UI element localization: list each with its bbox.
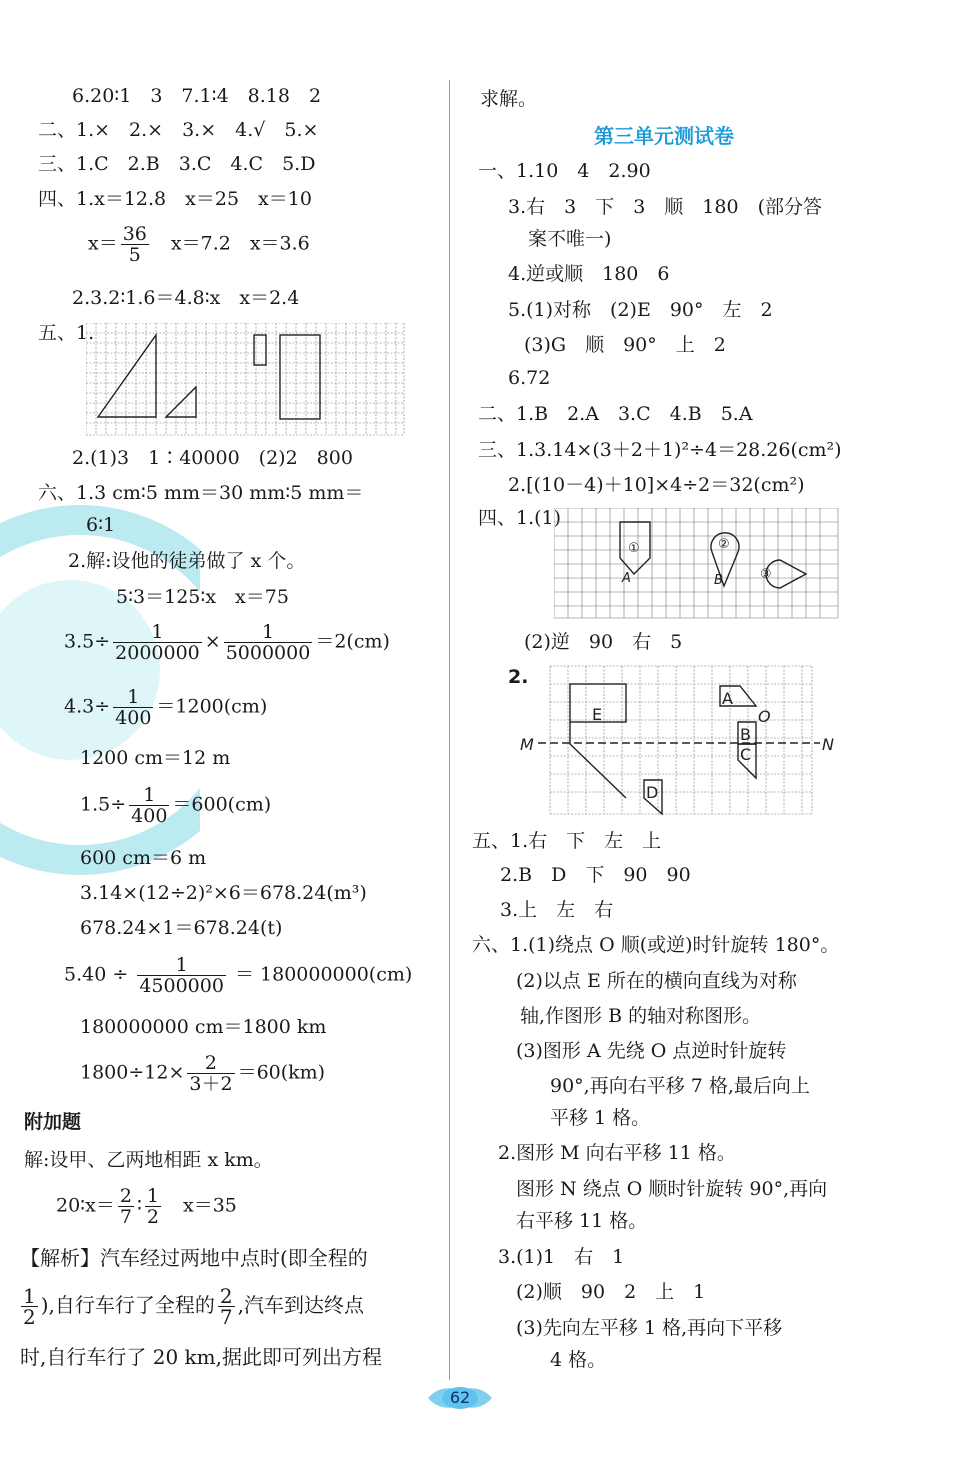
- answer-line: 右平移 11 格。: [516, 1210, 648, 1232]
- grid-figure-2: [554, 508, 840, 620]
- answer-line: 4.逆或顺 180 6: [508, 263, 670, 285]
- answer-line: 四、1.x＝12.8 x＝25 x＝10: [38, 188, 312, 210]
- answer-line: 6.72: [508, 367, 551, 389]
- answer-line: 5∶3＝125∶x x＝75: [116, 586, 289, 608]
- answer-line: 案不唯一): [528, 228, 612, 250]
- answer-line: 二、1.× 2.× 3.× 4.√ 5.×: [38, 119, 319, 141]
- answer-line: 六、1.3 cm∶5 mm＝30 mm∶5 mm＝: [38, 482, 364, 504]
- shape-label-c: C: [740, 745, 752, 764]
- analysis-line: 【解析】汽车经过两地中点时(即全程的: [20, 1246, 368, 1270]
- answer-line: 2.3.2∶1.6＝4.8∶x x＝2.4: [72, 287, 300, 309]
- grid-figure-3: [520, 664, 838, 816]
- axis-label-n: N: [822, 735, 834, 754]
- point-label-o: O: [758, 707, 771, 726]
- answer-line: 90°,再向右平移 7 格,最后向上: [550, 1075, 810, 1097]
- answer-line: 2.[(10－4)＋10]×4÷2＝32(cm²): [508, 474, 805, 496]
- answer-line-fraction: 5.40 ÷ $\frac{1}{4500000}$ ＝ 180000000(cm): [64, 954, 413, 997]
- shape-label-b: B: [740, 725, 751, 744]
- answer-line: (2)逆 90 右 5: [524, 631, 683, 653]
- answer-line: 5.(1)对称 (2)E 90° 左 2: [508, 299, 773, 321]
- answer-line: 2.图形 M 向右平移 11 格。: [498, 1142, 736, 1164]
- circled-label: ①: [628, 541, 640, 556]
- answer-line: 四、1.(1): [478, 507, 562, 529]
- answer-line-fraction: 1.5÷ $\frac{1}{400}$ ＝600(cm): [80, 784, 272, 827]
- answer-line: (3)图形 A 先绕 O 点逆时针旋转: [516, 1040, 787, 1062]
- answer-line: 一、1.10 4 2.90: [478, 160, 651, 182]
- column-divider: [449, 80, 450, 1380]
- answer-line: 二、1.B 2.A 3.C 4.B 5.A: [478, 403, 753, 425]
- answer-line: 6.20∶1 3 7.1∶4 8.18 2: [72, 85, 322, 107]
- answer-line: 解:设甲、乙两地相距 x km。: [24, 1149, 273, 1171]
- shape-label-e: E: [592, 705, 603, 724]
- circled-label: ③: [760, 567, 772, 582]
- answer-line-fraction: 20∶x＝ $\frac{2}{7}$ ∶ $\frac{1}{2}$ x＝35: [56, 1185, 237, 1228]
- answer-line: 2.(1)3 1∶40000 (2)2 800: [72, 447, 353, 469]
- answer-line: (3)先向左平移 1 格,再向下平移: [516, 1317, 783, 1339]
- page-number-badge: [420, 1380, 500, 1416]
- answer-line: 6∶1: [86, 514, 116, 536]
- analysis-line-fraction: $\frac{1}{2}$ ),自行车行了全程的 $\frac{2}{7}$ ,汽车到达终点: [23, 1284, 364, 1329]
- answer-line: 图形 N 绕点 O 顺时针旋转 90°,再向: [516, 1178, 828, 1200]
- answer-line: (2)以点 E 所在的横向直线为对称: [516, 970, 797, 992]
- answer-line: 2.B D 下 90 90: [500, 864, 691, 886]
- answer-line: 2.: [508, 666, 529, 688]
- circled-label: ②: [718, 537, 730, 552]
- answer-line: (3)G 顺 90° 上 2: [524, 334, 726, 356]
- page-number: 62: [449, 1388, 471, 1407]
- axis-label-m: M: [520, 735, 534, 754]
- answer-line: 678.24×1＝678.24(t): [80, 917, 283, 939]
- analysis-line: 时,自行车行了 20 km,据此即可列出方程: [20, 1345, 382, 1369]
- answer-line: 三、1.C 2.B 3.C 4.C 5.D: [38, 153, 316, 175]
- answer-line: 五、1.右 下 左 上: [472, 830, 662, 852]
- answer-line: 600 cm＝6 m: [80, 847, 207, 869]
- answer-line: 求解。: [480, 88, 538, 110]
- grid-figure-1: [86, 323, 406, 438]
- answer-line: 4 格。: [550, 1349, 607, 1371]
- answer-line: 3.(1)1 右 1: [498, 1246, 625, 1268]
- point-label: A: [622, 571, 631, 586]
- answer-line: 三、1.3.14×(3＋2＋1)²÷4＝28.26(cm²): [478, 439, 842, 461]
- point-label: B: [714, 573, 723, 588]
- section-heading: 附加题: [24, 1111, 82, 1133]
- answer-line: 3.上 左 右: [500, 899, 614, 921]
- answer-line-fraction: 3.5÷ $\frac{1}{2000000}$ × $\frac{1}{5000000}$ ＝2(cm): [64, 621, 390, 664]
- answer-line-fraction: 4.3÷ $\frac{1}{400}$ ＝1200(cm): [64, 686, 268, 729]
- shape-label-a: A: [722, 689, 733, 708]
- answer-line-fraction: x＝ $\frac{36}{5}$ x＝7.2 x＝3.6: [88, 223, 310, 266]
- answer-line: 3.14×(12÷2)²×6＝678.24(m³): [80, 882, 367, 904]
- answer-line: 180000000 cm＝1800 km: [80, 1016, 327, 1038]
- answer-line-fraction: 1800÷12× $\frac{2}{3+2}$ ＝60(km): [80, 1052, 326, 1095]
- answer-line: (2)顺 90 2 上 1: [516, 1281, 706, 1303]
- answer-line: 平移 1 格。: [550, 1107, 651, 1129]
- section-title: 第三单元测试卷: [594, 124, 734, 148]
- answer-line: 五、1.: [38, 322, 95, 344]
- answer-line: 1200 cm＝12 m: [80, 747, 231, 769]
- answer-line: 六、1.(1)绕点 O 顺(或逆)时针旋转 180°。: [472, 934, 840, 956]
- answer-line: 轴,作图形 B 的轴对称图形。: [520, 1005, 762, 1027]
- answer-line: 3.右 3 下 3 顺 180 (部分答: [508, 196, 822, 218]
- answer-line: 2.解:设他的徒弟做了 x 个。: [68, 550, 306, 572]
- shape-label-d: D: [646, 783, 659, 802]
